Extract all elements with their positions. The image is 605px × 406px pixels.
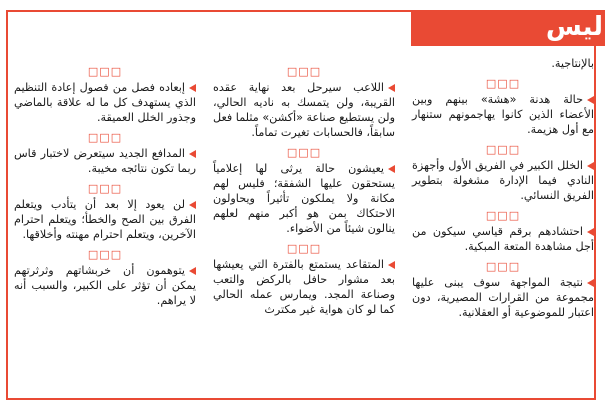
- news-item-text: [14, 263, 196, 308]
- separator-marks: □□□: [485, 260, 521, 273]
- news-item-body: يتوهمون أن خربشاتهم وثرثرتهم يمكن أن تؤثر على الكبير، والسبب أنه لا يراهم.: [14, 264, 196, 307]
- news-item-body: المدافع الجديد سيتعرض لاختبار قاس ربما تكون نتائجه مخيبة.: [14, 147, 196, 175]
- news-item-text: [14, 146, 196, 176]
- header-bar: [411, 10, 605, 46]
- text-column-2: [213, 66, 395, 392]
- news-item-body: احتشادهم برقم قياسي سيكون من أجل مشاهدة المتعة المبكية.: [412, 225, 594, 253]
- separator-marks: □□□: [485, 77, 521, 90]
- bullet-triangle-icon: [388, 261, 395, 269]
- news-item-body: لن يعود إلا بعد أن يتأدب ويتعلم الفرق بين الصح والخطأ؛ ويتعلم احترام الآخرين، ويتعلم احترام مهنته وأخلاقها.: [14, 198, 196, 241]
- news-item: [412, 261, 594, 320]
- news-item: [213, 147, 395, 236]
- bullet-triangle-icon: [388, 165, 395, 173]
- news-item-text: [213, 80, 395, 140]
- separator-marks: □□□: [286, 65, 322, 78]
- news-item: [14, 183, 196, 242]
- bullet-triangle-icon: [388, 84, 395, 92]
- news-item-body: اللاعب سيرحل بعد نهاية عقده القريبة، ولن يتمسك به ناديه الحالي، ولن يستطيع صناعة «أكشن» مثلما فعل سابقاً، فالحسابات تغيرت تماماً.: [213, 81, 395, 139]
- news-item-body: المتقاعد يستمتع بالفترة التي يعيشها بعد مشوار حافل بالركض والتعب وصناعة المجد. ويمارس عمله الحالي كما لو كان هواية غير مكترث: [213, 258, 395, 316]
- bullet-triangle-icon: [189, 84, 196, 92]
- news-item-body: الخلل الكبير في الفريق الأول وأجهزة النادي فيما الإدارة مشغولة بتطوير الفريق النسائي.: [412, 159, 594, 202]
- bullet-triangle-icon: [587, 228, 594, 236]
- separator-marks: □□□: [87, 182, 123, 195]
- separator-marks: □□□: [485, 143, 521, 156]
- separator-marks: □□□: [286, 146, 322, 159]
- news-item-text: [213, 257, 395, 317]
- bullet-triangle-icon: [189, 150, 196, 158]
- continuation-text: بالإنتاجية.: [551, 57, 594, 70]
- news-item-text: [14, 197, 196, 242]
- news-item-continuation: [412, 56, 594, 71]
- news-item: [412, 210, 594, 254]
- news-item: [14, 249, 196, 308]
- news-item-text: [412, 158, 594, 203]
- news-item-text: [412, 275, 594, 320]
- bullet-triangle-icon: [587, 96, 594, 104]
- text-column-1: [14, 66, 196, 392]
- news-item: [14, 132, 196, 176]
- news-item-text: [412, 224, 594, 254]
- news-item: [412, 78, 594, 137]
- news-item-text: [14, 80, 196, 125]
- bullet-triangle-icon: [587, 279, 594, 287]
- bullet-triangle-icon: [189, 267, 196, 275]
- column-title: ليس: [545, 12, 603, 42]
- news-item: [14, 66, 196, 125]
- news-item: [412, 144, 594, 203]
- news-item-text: [213, 161, 395, 236]
- news-item-body: حالة هدنة «هشة» بينهم وبين الأعضاء الذين كانوا يهاجمونهم ستنهار مع أول هزيمة.: [412, 93, 594, 136]
- news-item-text: [412, 92, 594, 137]
- separator-marks: □□□: [485, 209, 521, 222]
- news-item: [213, 243, 395, 317]
- bullet-triangle-icon: [587, 162, 594, 170]
- news-item-body: يعيشون حالة يرثى لها إعلامياً يستحقون عليها الشفقة؛ فليس لهم مكانة ولا يملكون تأثيراً ويحاولون الاحتكاك بمن هو أكبر منهم لعلهم ينالون شيئاً من الأضواء.: [213, 162, 395, 235]
- bullet-triangle-icon: [189, 201, 196, 209]
- news-item-body: نتيجة المواجهة سوف يبنى عليها مجموعة من القرارات المصيرية، دون اعتبار للموضوعية أو العقلانية.: [412, 276, 594, 319]
- separator-marks: □□□: [87, 248, 123, 261]
- text-column-3: [412, 56, 594, 392]
- separator-marks: □□□: [87, 65, 123, 78]
- news-item: [213, 66, 395, 140]
- text-columns: [14, 57, 594, 392]
- separator-marks: □□□: [286, 242, 322, 255]
- news-item-body: إبعاده فصل من فصول إعادة التنظيم الذي يستهدف كل ما له علاقة بالماضي وجذور الخلل العميقة.: [14, 81, 196, 124]
- separator-marks: □□□: [87, 131, 123, 144]
